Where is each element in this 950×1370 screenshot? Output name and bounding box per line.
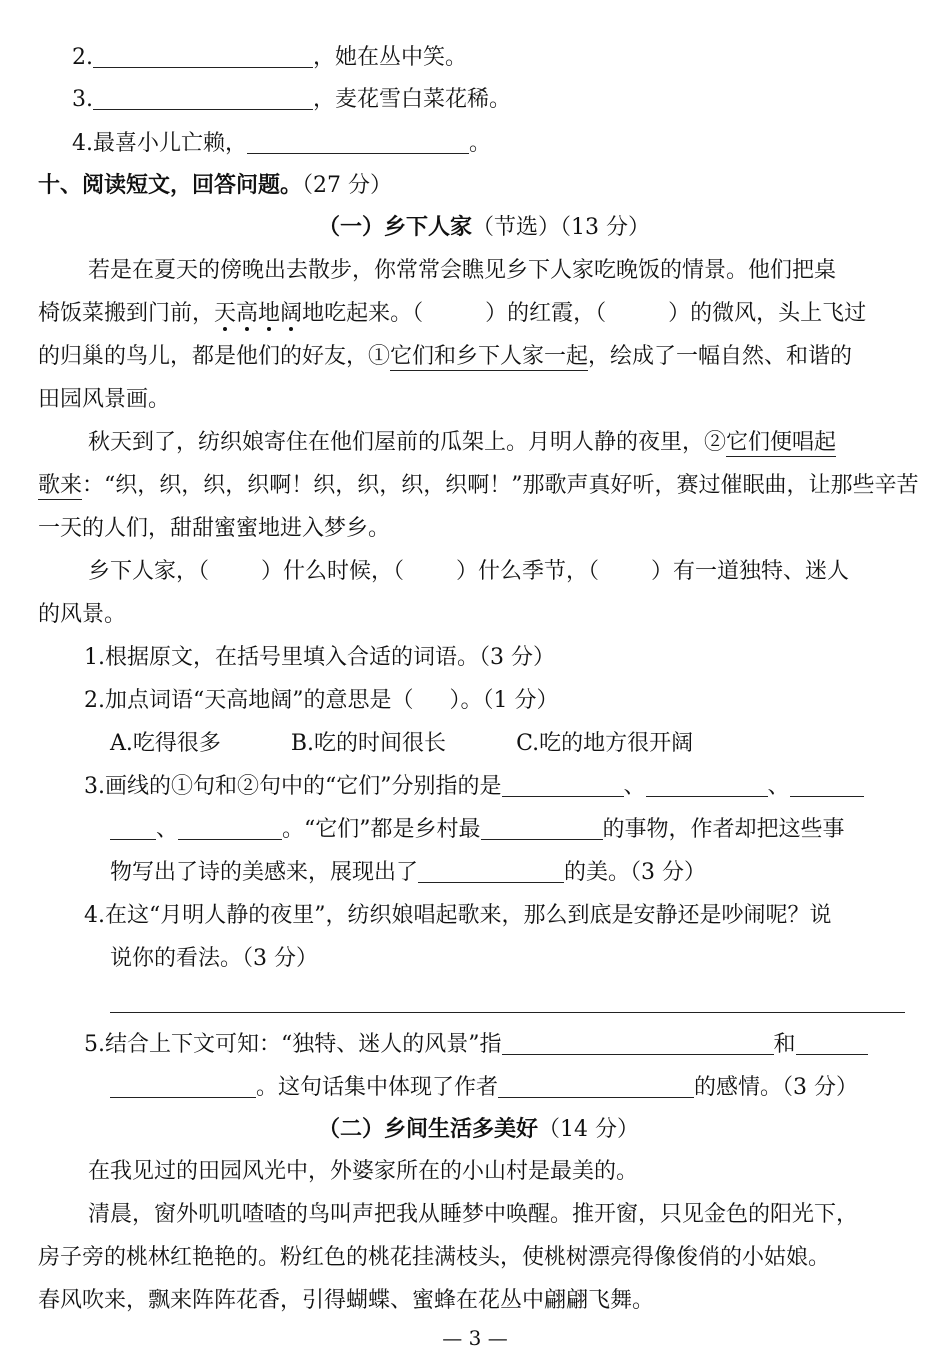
option-c[interactable]: C.吃的地方很开阔 bbox=[516, 731, 694, 756]
passage-text: 春风吹来，飘来阵阵花香，引得蝴蝶、蜜蜂在花丛中翩翩飞舞。 bbox=[38, 1288, 655, 1313]
question-text: 。这句话集中体现了作者 bbox=[256, 1075, 499, 1100]
passage-1-line bbox=[38, 294, 950, 334]
fill-line-3-number: 3. bbox=[72, 87, 93, 112]
fill-line-4 bbox=[72, 124, 950, 164]
answer-blank[interactable] bbox=[110, 1071, 256, 1098]
question-3-line-1 bbox=[84, 767, 950, 807]
passage-text: ：“织，织，织，织啊！织，织，织，织啊！”那歌声真好听，赛过催眠曲，让那些辛苦 bbox=[82, 473, 919, 498]
answer-blank[interactable] bbox=[481, 813, 603, 840]
dotted-character: 地 bbox=[258, 301, 281, 326]
passage-1-title-note: （节选）（13 分） bbox=[472, 215, 651, 240]
answer-line[interactable] bbox=[110, 1012, 905, 1013]
answer-blank[interactable] bbox=[646, 770, 768, 797]
question-1 bbox=[84, 638, 950, 678]
answer-blank[interactable] bbox=[790, 770, 864, 797]
question-5-line-1 bbox=[84, 1025, 950, 1065]
passage-1-title-main: （一）乡下人家 bbox=[318, 215, 473, 240]
answer-blank[interactable] bbox=[502, 770, 624, 797]
question-text: 。“它们”都是乡村最 bbox=[282, 817, 481, 842]
passage-2-line bbox=[38, 1281, 950, 1321]
question-4-line-2 bbox=[110, 939, 950, 979]
page-number-text: — 3 — bbox=[442, 1326, 508, 1350]
fill-line-4-text: 4.最喜小儿亡赖， bbox=[72, 131, 247, 156]
passage-text: ，绘成了一幅自然、和谐的 bbox=[588, 344, 853, 369]
passage-text: ）的微风，头上飞过 bbox=[668, 301, 867, 326]
section-heading bbox=[38, 166, 950, 206]
passage-text: 秋天到了，纺织娘寄住在他们屋前的瓜架上。月明人静的夜里， bbox=[88, 430, 705, 455]
fill-line-2-text: ，她在丛中笑。 bbox=[313, 45, 468, 70]
passage-text: 清晨，窗外叽叽喳喳的鸟叫声把我从睡梦中唤醒。推开窗，只见金色的阳光下， bbox=[88, 1202, 859, 1227]
passage-1-line bbox=[38, 337, 950, 377]
passage-2-line bbox=[38, 1238, 950, 1278]
question-text: 4.在这“月明人静的夜里”，纺织娘唱起歌来，那么到底是安静还是吵闹呢？说 bbox=[84, 903, 832, 928]
passage-1-line bbox=[38, 509, 950, 549]
question-text: 、 bbox=[623, 774, 646, 799]
passage-2-line bbox=[88, 1152, 950, 1192]
dotted-character: 高 bbox=[236, 301, 259, 326]
passage-text: 若是在夏天的傍晚出去散步，你常常会瞧见乡下人家吃晚饭的情景。他们把桌 bbox=[88, 258, 837, 283]
question-text: 5.结合上下文可知：“独特、迷人的风景”指 bbox=[84, 1032, 502, 1057]
sentence-marker: ① bbox=[368, 344, 391, 369]
section-score: （27 分） bbox=[302, 173, 393, 198]
question-text: 3.画线的①句和②句中的“它们”分别指的是 bbox=[84, 774, 502, 799]
answer-blank[interactable] bbox=[93, 41, 313, 68]
underlined-sentence: 歌来 bbox=[38, 473, 83, 498]
answer-blank[interactable] bbox=[93, 83, 313, 110]
fill-line-2 bbox=[72, 38, 950, 78]
answer-blank[interactable] bbox=[796, 1028, 868, 1055]
option-b[interactable]: B.吃的时间很长 bbox=[290, 731, 447, 756]
answer-blank[interactable] bbox=[498, 1071, 694, 1098]
answer-blank[interactable] bbox=[418, 856, 564, 883]
question-text: 、 bbox=[767, 774, 790, 799]
passage-text: 田园风景画。 bbox=[38, 387, 171, 412]
answer-blank[interactable] bbox=[110, 813, 156, 840]
page-number bbox=[0, 1318, 950, 1358]
passage-2-title bbox=[318, 1110, 950, 1150]
question-text: 1.根据原文，在括号里填入合适的词语。（3 分） bbox=[84, 645, 555, 670]
passage-text: 的归巢的鸟儿，都是他们的好友， bbox=[38, 344, 369, 369]
passage-text: 房子旁的桃林红艳艳的。粉红色的桃花挂满枝头，使桃树漂亮得像俊俏的小姑娘。 bbox=[38, 1245, 831, 1270]
answer-blank[interactable] bbox=[178, 813, 282, 840]
answer-blank[interactable] bbox=[502, 1028, 774, 1055]
question-2-options bbox=[110, 724, 950, 764]
passage-text: ）的红霞，（ bbox=[485, 301, 607, 326]
sentence-marker: ② bbox=[704, 430, 727, 455]
question-3-line-3 bbox=[110, 853, 950, 893]
passage-1-line bbox=[38, 466, 950, 506]
question-text: ）。（1 分） bbox=[449, 688, 559, 713]
dotted-character: 阔 bbox=[280, 301, 303, 326]
option-a[interactable]: A.吃得很多 bbox=[110, 731, 221, 756]
section-title: 十、阅读短文，回答问题。 bbox=[38, 173, 303, 198]
dotted-character: 天 bbox=[214, 301, 237, 326]
fill-line-2-number: 2. bbox=[72, 45, 93, 70]
passage-text: 在我见过的田园风光中，外婆家所在的小山村是最美的。 bbox=[88, 1159, 639, 1184]
question-text: 和 bbox=[773, 1032, 796, 1057]
passage-1-line bbox=[88, 423, 950, 463]
passage-2-title-note: （14 分） bbox=[538, 1117, 640, 1142]
passage-1-line bbox=[88, 552, 950, 592]
fill-line-4-end: 。 bbox=[469, 131, 492, 156]
passage-text: 地吃起来。（ bbox=[302, 301, 424, 326]
passage-1-line bbox=[88, 251, 950, 291]
question-text: 的事物，作者却把这些事 bbox=[602, 817, 845, 842]
passage-text: 乡下人家，（ bbox=[88, 559, 210, 584]
underlined-sentence: 它们和乡下人家一起 bbox=[390, 344, 589, 369]
question-text: 、 bbox=[156, 817, 179, 842]
passage-text: ）什么季节，（ bbox=[456, 559, 600, 584]
question-text: 物写出了诗的美感来，展现出了 bbox=[110, 860, 419, 885]
question-4-line-1 bbox=[84, 896, 950, 936]
question-2 bbox=[84, 681, 950, 721]
passage-1-line bbox=[38, 595, 950, 635]
passage-2-line bbox=[88, 1195, 950, 1235]
question-5-line-2 bbox=[110, 1068, 950, 1108]
passage-text: ）什么时候，（ bbox=[261, 559, 405, 584]
fill-line-3-text: ，麦花雪白菜花稀。 bbox=[313, 87, 512, 112]
question-3-line-2 bbox=[110, 810, 950, 850]
fill-line-3 bbox=[72, 80, 950, 120]
passage-1-line bbox=[38, 380, 950, 420]
underlined-sentence: 它们便唱起 bbox=[726, 430, 837, 455]
passage-2-title-main: （二）乡间生活多美好 bbox=[318, 1117, 539, 1142]
passage-text: 的风景。 bbox=[38, 602, 127, 627]
passage-text: ）有一道独特、迷人 bbox=[651, 559, 850, 584]
question-text: 的美。（3 分） bbox=[564, 860, 707, 885]
question-text: 的感情。（3 分） bbox=[694, 1075, 859, 1100]
passage-1-title bbox=[318, 208, 950, 248]
passage-text: 一天的人们，甜甜蜜蜜地进入梦乡。 bbox=[38, 516, 391, 541]
passage-text: 椅饭菜搬到门前， bbox=[38, 301, 215, 326]
question-text: 2.加点词语“天高地阔”的意思是（ bbox=[84, 688, 414, 713]
answer-blank[interactable] bbox=[247, 127, 469, 154]
question-text: 说你的看法。（3 分） bbox=[110, 946, 318, 971]
